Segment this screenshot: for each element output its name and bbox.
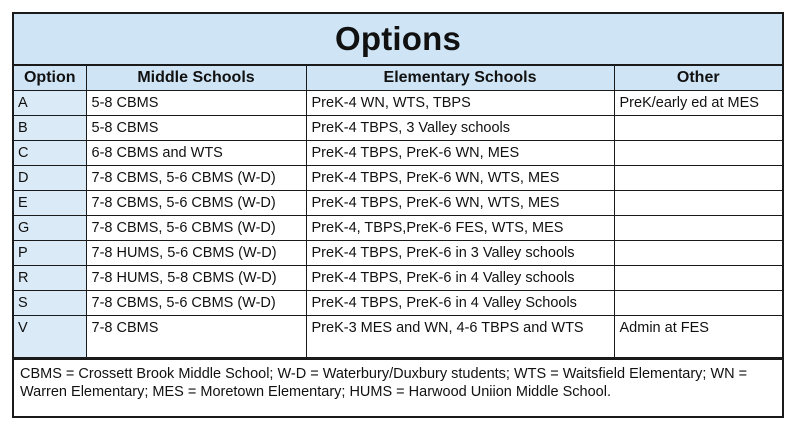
other-cell — [614, 240, 782, 265]
option-cell: D — [14, 165, 86, 190]
option-cell: P — [14, 240, 86, 265]
middle-schools-cell: 7-8 HUMS, 5-6 CBMS (W-D) — [86, 240, 306, 265]
table-row — [14, 315, 782, 357]
column-header-option: Option — [14, 66, 86, 90]
abbreviations-footnote: CBMS = Crossett Brook Middle School; W-D = Waterbury/Duxbury students; WTS = Waitsfield Elementary; WN = Warren Elementary; MES = Moretown Elementary; HUMS = Harwood Uniion Middle School. — [14, 358, 782, 401]
middle-schools-cell: 7-8 CBMS — [86, 315, 306, 357]
other-cell — [614, 290, 782, 315]
other-cell: Admin at FES — [614, 315, 782, 357]
column-header-middle-schools: Middle Schools — [86, 66, 306, 90]
elementary-schools-cell: PreK-4, TBPS,PreK-6 FES, WTS, MES — [306, 215, 614, 240]
options-table-card — [12, 12, 784, 418]
other-cell — [614, 190, 782, 215]
table-row — [14, 90, 782, 115]
option-cell: E — [14, 190, 86, 215]
elementary-schools-cell: PreK-4 TBPS, PreK-6 WN, MES — [306, 140, 614, 165]
elementary-schools-cell: PreK-4 WN, WTS, TBPS — [306, 90, 614, 115]
table-row — [14, 240, 782, 265]
other-cell — [614, 115, 782, 140]
options-table — [14, 66, 782, 358]
middle-schools-cell: 7-8 HUMS, 5-8 CBMS (W-D) — [86, 265, 306, 290]
middle-schools-cell: 5-8 CBMS — [86, 115, 306, 140]
middle-schools-cell: 7-8 CBMS, 5-6 CBMS (W-D) — [86, 290, 306, 315]
option-cell: B — [14, 115, 86, 140]
option-cell: S — [14, 290, 86, 315]
table-title: Options — [334, 20, 462, 57]
title-band — [14, 14, 782, 66]
option-cell: G — [14, 215, 86, 240]
other-cell — [614, 140, 782, 165]
table-row — [14, 290, 782, 315]
column-header-other: Other — [614, 66, 782, 90]
elementary-schools-cell: PreK-4 TBPS, PreK-6 WN, WTS, MES — [306, 165, 614, 190]
other-cell — [614, 265, 782, 290]
other-cell: PreK/early ed at MES — [614, 90, 782, 115]
elementary-schools-cell: PreK-3 MES and WN, 4-6 TBPS and WTS — [306, 315, 614, 357]
elementary-schools-cell: PreK-4 TBPS, 3 Valley schools — [306, 115, 614, 140]
elementary-schools-cell: PreK-4 TBPS, PreK-6 in 3 Valley schools — [306, 240, 614, 265]
option-cell: R — [14, 265, 86, 290]
other-cell — [614, 215, 782, 240]
table-row — [14, 190, 782, 215]
middle-schools-cell: 7-8 CBMS, 5-6 CBMS (W-D) — [86, 190, 306, 215]
middle-schools-cell: 7-8 CBMS, 5-6 CBMS (W-D) — [86, 215, 306, 240]
middle-schools-cell: 5-8 CBMS — [86, 90, 306, 115]
option-cell: A — [14, 90, 86, 115]
column-header-elementary-schools: Elementary Schools — [306, 66, 614, 90]
table-row — [14, 215, 782, 240]
table-row — [14, 265, 782, 290]
other-cell — [614, 165, 782, 190]
table-row — [14, 115, 782, 140]
option-cell: V — [14, 315, 86, 357]
table-row — [14, 165, 782, 190]
option-cell: C — [14, 140, 86, 165]
elementary-schools-cell: PreK-4 TBPS, PreK-6 WN, WTS, MES — [306, 190, 614, 215]
elementary-schools-cell: PreK-4 TBPS, PreK-6 in 4 Valley Schools — [306, 290, 614, 315]
middle-schools-cell: 6-8 CBMS and WTS — [86, 140, 306, 165]
elementary-schools-cell: PreK-4 TBPS, PreK-6 in 4 Valley schools — [306, 265, 614, 290]
middle-schools-cell: 7-8 CBMS, 5-6 CBMS (W-D) — [86, 165, 306, 190]
table-row — [14, 140, 782, 165]
header-row — [14, 66, 782, 90]
